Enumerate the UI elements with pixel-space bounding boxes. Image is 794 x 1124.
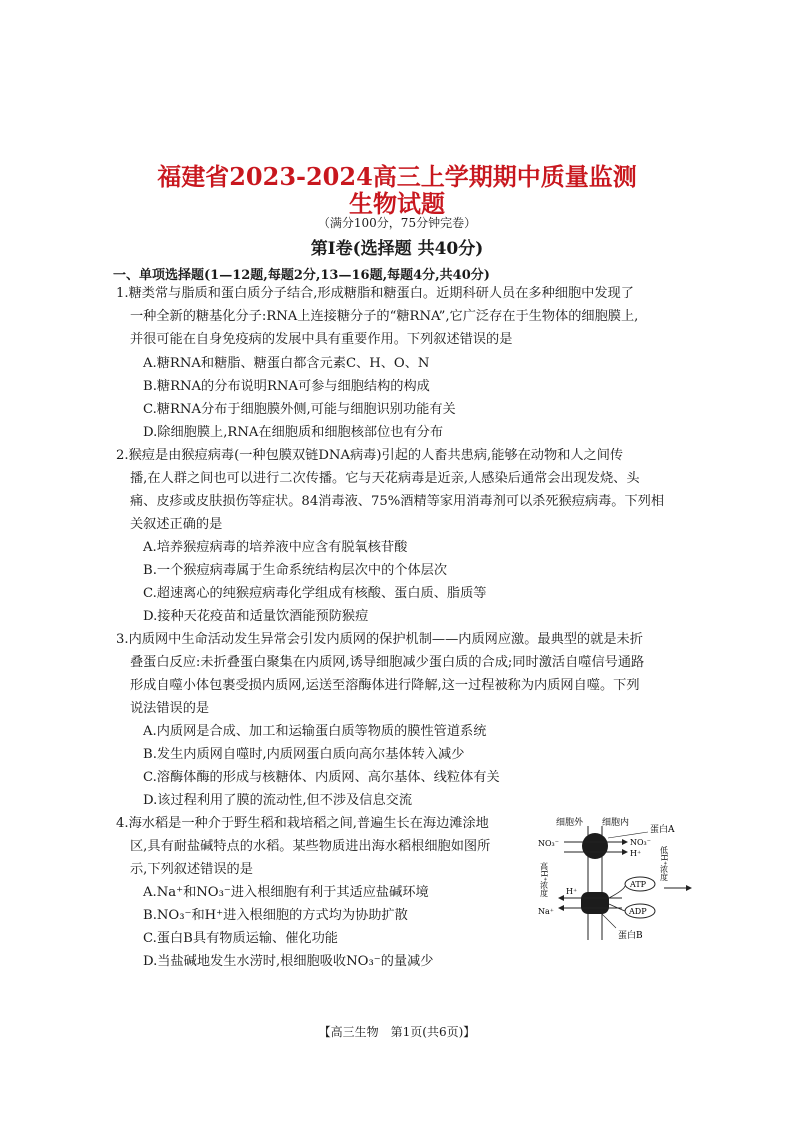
protein-b-shape xyxy=(581,892,609,914)
protein-b-label: 蛋白B xyxy=(618,931,643,941)
q1-option-c: C.糖RNA分布于细胞膜外侧,可能与细胞识别功能有关 xyxy=(143,402,456,417)
q2-option-d: D.接种天花疫苗和适量饮酒能预防猴痘 xyxy=(143,609,369,624)
q3-stem-line3: 形成自噬小体包裹受损内质网,运送至溶酶体进行降解,这一过程被称为内质网自噬。下列 xyxy=(130,678,640,693)
q2-option-a: A.培养猴痘病毒的培养液中应含有脱氧核苷酸 xyxy=(143,540,408,555)
high-conc-label: 高H⁺浓度 xyxy=(539,862,549,898)
h-out-label: H⁺ xyxy=(566,887,578,896)
inside-label: 细胞内 xyxy=(602,818,630,828)
h-in-arrowhead xyxy=(622,849,628,855)
q2-stem-line4: 关叙述正确的是 xyxy=(130,517,223,532)
q1-stem-line3: 并很可能在自身免疫病的发展中具有重要作用。下列叙述错误的是 xyxy=(130,332,513,347)
q3-stem-line4: 说法错误的是 xyxy=(130,701,210,716)
section-title: 第Ⅰ卷(选择题 共40分) xyxy=(310,239,484,259)
q4-stem-line1: 4.海水稻是一种介于野生稻和栽培稻之间,普遍生长在海边滩涂地 xyxy=(116,816,489,831)
q3-stem-line1: 3.内质网中生命活动发生异常会引发内质网的保护机制——内质网应激。最典型的就是未折 xyxy=(116,632,643,647)
q3-stem-line2: 叠蛋白反应:未折叠蛋白聚集在内质网,诱导细胞减少蛋白质的合成;同时激活自噬信号通路 xyxy=(130,655,645,670)
q4-option-b: B.NO₃⁻和H⁺进入根细胞的方式均为协助扩散 xyxy=(143,908,408,923)
h-out-arrowhead xyxy=(558,895,564,901)
q3-option-b: B.发生内质网自噬时,内质网蛋白质向高尔基体转入减少 xyxy=(143,747,465,762)
q1-stem-line2: 一种全新的糖基化分子:RNA上连接糖分子的“糖RNA”,它广泛存在于生物体的细胞膜上, xyxy=(130,309,639,324)
q2-option-b: B.一个猴痘病毒属于生命系统结构层次中的个体层次 xyxy=(143,563,448,578)
q1-stem-line1: 1.糖类常与脂质和蛋白质分子结合,形成糖脂和糖蛋白。近期科研人员在多种细胞中发现了 xyxy=(116,286,634,301)
q2-stem-line1: 2.猴痘是由猴痘病毒(一种包膜双链DNA病毒)引起的人畜共患病,能够在动物和人之间传 xyxy=(116,448,624,463)
q3-option-c: C.溶酶体酶的形成与核糖体、内质网、高尔基体、线粒体有关 xyxy=(143,770,500,785)
protein-a-shape xyxy=(582,833,608,859)
q1-option-d: D.除细胞膜上,RNA在细胞质和细胞核部位也有分布 xyxy=(143,425,444,440)
na-out-label: Na⁺ xyxy=(538,907,554,916)
q4-option-c: C.蛋白B具有物质运输、催化功能 xyxy=(143,931,338,946)
outside-label: 细胞外 xyxy=(556,818,584,828)
page-footer: 【高三生物 第1页(共6页)】 xyxy=(318,1025,476,1039)
atp-label: ATP xyxy=(630,880,647,889)
no3-out-label: NO₃⁻ xyxy=(538,839,559,848)
q4-option-a: A.Na⁺和NO₃⁻进入根细胞有利于其适应盐碱环境 xyxy=(143,885,429,900)
q1-option-b: B.糖RNA的分布说明RNA可参与细胞结构的构成 xyxy=(143,379,430,394)
h-in-label: H⁺ xyxy=(630,849,642,858)
gradient-arrowhead xyxy=(686,885,692,891)
low-conc-label: 低H⁺浓度 xyxy=(659,846,669,882)
q3-option-d: D.该过程利用了膜的流动性,但不涉及信息交流 xyxy=(143,793,413,808)
transport-diagram-svg xyxy=(536,816,696,944)
protein-b-pointer xyxy=(602,914,616,928)
q2-stem-line3: 痛、皮疹或皮肤损伤等症状。84消毒液、75%酒精等家用消毒剂可以杀死猴痘病毒。下列相 xyxy=(130,494,665,509)
no3-in-label: NO₃⁻ xyxy=(630,838,651,847)
protein-a-label: 蛋白A xyxy=(650,825,675,835)
exam-subtitle: （满分100分，75分钟完卷） xyxy=(317,216,477,230)
exam-title-line1: 福建省2023-2024高三上学期期中质量监测 xyxy=(157,162,637,191)
q4-stem-line2: 区,具有耐盐碱特点的水稻。某些物质进出海水稻根细胞如图所 xyxy=(130,839,491,854)
q2-option-c: C.超速离心的纯猴痘病毒化学组成有核酸、蛋白质、脂质等 xyxy=(143,586,487,601)
exam-title-line2: 生物试题 xyxy=(349,189,445,218)
na-arrowhead xyxy=(558,905,564,911)
no3-arrowhead xyxy=(622,839,628,845)
q1-option-a: A.糖RNA和糖脂、糖蛋白都含元素C、H、O、N xyxy=(143,356,430,371)
atp-link xyxy=(609,886,625,898)
root-cell-transport-diagram xyxy=(536,816,696,944)
q2-stem-line2: 播,在人群之间也可以进行二次传播。它与天花病毒是近亲,人感染后通常会出现发烧、头 xyxy=(130,471,640,486)
section-instruction: 一、单项选择题(1—12题,每题2分,13—16题,每题4分,共40分) xyxy=(113,268,490,283)
adp-label: ADP xyxy=(629,907,647,916)
q4-option-d: D.当盐碱地发生水涝时,根细胞吸收NO₃⁻的量减少 xyxy=(143,954,434,969)
q3-option-a: A.内质网是合成、加工和运输蛋白质等物质的膜性管道系统 xyxy=(143,724,487,739)
q4-stem-line3: 示,下列叙述错误的是 xyxy=(130,862,253,877)
